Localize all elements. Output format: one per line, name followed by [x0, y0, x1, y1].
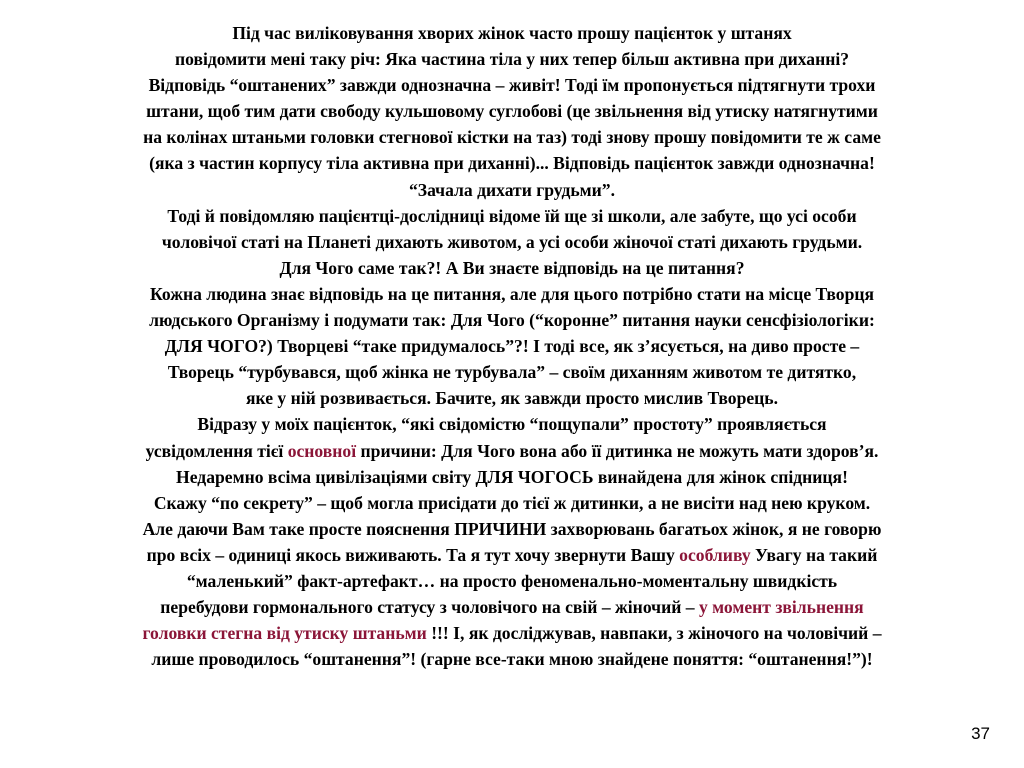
text-line: лише проводилось “оштанення”! (гарне все-таки мною знайдене поняття: “оштанення!”)! — [151, 649, 873, 670]
text-segment: Увагу на такий — [750, 544, 878, 565]
text-segment: перебудови гормонального статусу з чоловічого на свій – жіночий – — [160, 597, 699, 618]
text-line: Скажу “по секрету” – щоб могла присідати до тієї ж дитинки, а не висіти над нею круком. — [153, 492, 871, 513]
slide-body-text — [14, 20, 1010, 672]
text-line: Тоді й повідомляю пацієнтці-дослідниці відоме їй ще зі школи, але забуте, що усі особи — [167, 205, 857, 226]
highlighted-text: у момент звільнення — [698, 597, 864, 618]
text-line: “маленький” факт-артефакт… на просто феноменально-моментальну швидкість — [186, 570, 838, 591]
text-line — [14, 620, 1010, 646]
text-line: ДЛЯ ЧОГО?) Творцеві “таке придумалось”?! І тоді все, як з’ясується, на диво просте – — [164, 336, 860, 357]
text-line: повідомити мені таку річ: Яка частина тіла у них тепер більш активна при диханні? — [174, 49, 850, 70]
text-line: Відповідь “оштанених” завжди однозначна – живіт! Тоді їм пропонується підтягнути трохи — [148, 75, 876, 96]
text-line: чоловічої статі на Планеті дихають животом, а усі особи жіночої статі дихають грудьми. — [161, 231, 863, 252]
text-line: Для Чого саме так?! А Ви знаєте відповідь на це питання? — [279, 257, 745, 278]
text-line: Відразу у моїх пацієнток, “які свідомістю “пощупали” простоту” проявляється — [197, 414, 827, 435]
text-line: людського Організму і подумати так: Для Чого (“коронне” питання науки сенсфізіологіки: — [149, 310, 875, 331]
text-segment: причини: Для Чого вона або її дитинка не можуть мати здоров’я. — [356, 440, 879, 461]
text-line: Недаремно всіма цивілізаціями світу ДЛЯ ЧОГОСЬ винайдена для жінок спідниця! — [176, 466, 848, 487]
text-line: Під час виліковування хворих жінок часто прошу пацієнток у штанях — [232, 23, 792, 43]
text-line: Але даючи Вам таке просте пояснення ПРИЧИНИ захворювань багатьох жінок, я не говорю — [142, 518, 882, 539]
text-line: Кожна людина знає відповідь на це питання, але для цього потрібно стати на місце Творця — [149, 283, 875, 304]
highlighted-text: головки стегна від утиску штаньми — [142, 623, 427, 644]
text-line — [14, 594, 1010, 620]
highlighted-text: особливу — [679, 544, 751, 565]
text-line: яке у ній розвивається. Бачите, як завжди просто мислив Творець. — [245, 388, 779, 409]
text-line — [14, 438, 1010, 464]
highlighted-text: основної — [287, 440, 357, 461]
text-line: “Зачала дихати грудьми”. — [409, 179, 615, 200]
text-line: штани, щоб тим дати свободу кульшовому суглобові (це звільнення від утиску натягнутими — [146, 101, 878, 122]
text-line: Творець “турбувався, щоб жінка не турбувала” – своїм диханням животом те дитятко, — [167, 362, 857, 383]
text-line: на колінах штаньми головки стегнової кістки на таз) тоді знову прошу повідомити те ж саме — [143, 127, 881, 148]
text-line: (яка з частин корпусу тіла активна при диханні)... Відповідь пацієнток завжди однозначна! — [149, 153, 875, 174]
text-segment: !!! І, як досліджував, навпаки, з жіночого на чоловічий – — [426, 623, 882, 644]
page-number: 37 — [971, 724, 990, 743]
text-segment: усвідомлення тієї — [145, 440, 288, 461]
text-segment: про всіх – одиниці якось виживають. Та я тут хочу звернути Вашу — [146, 544, 680, 565]
text-line — [14, 542, 1010, 568]
